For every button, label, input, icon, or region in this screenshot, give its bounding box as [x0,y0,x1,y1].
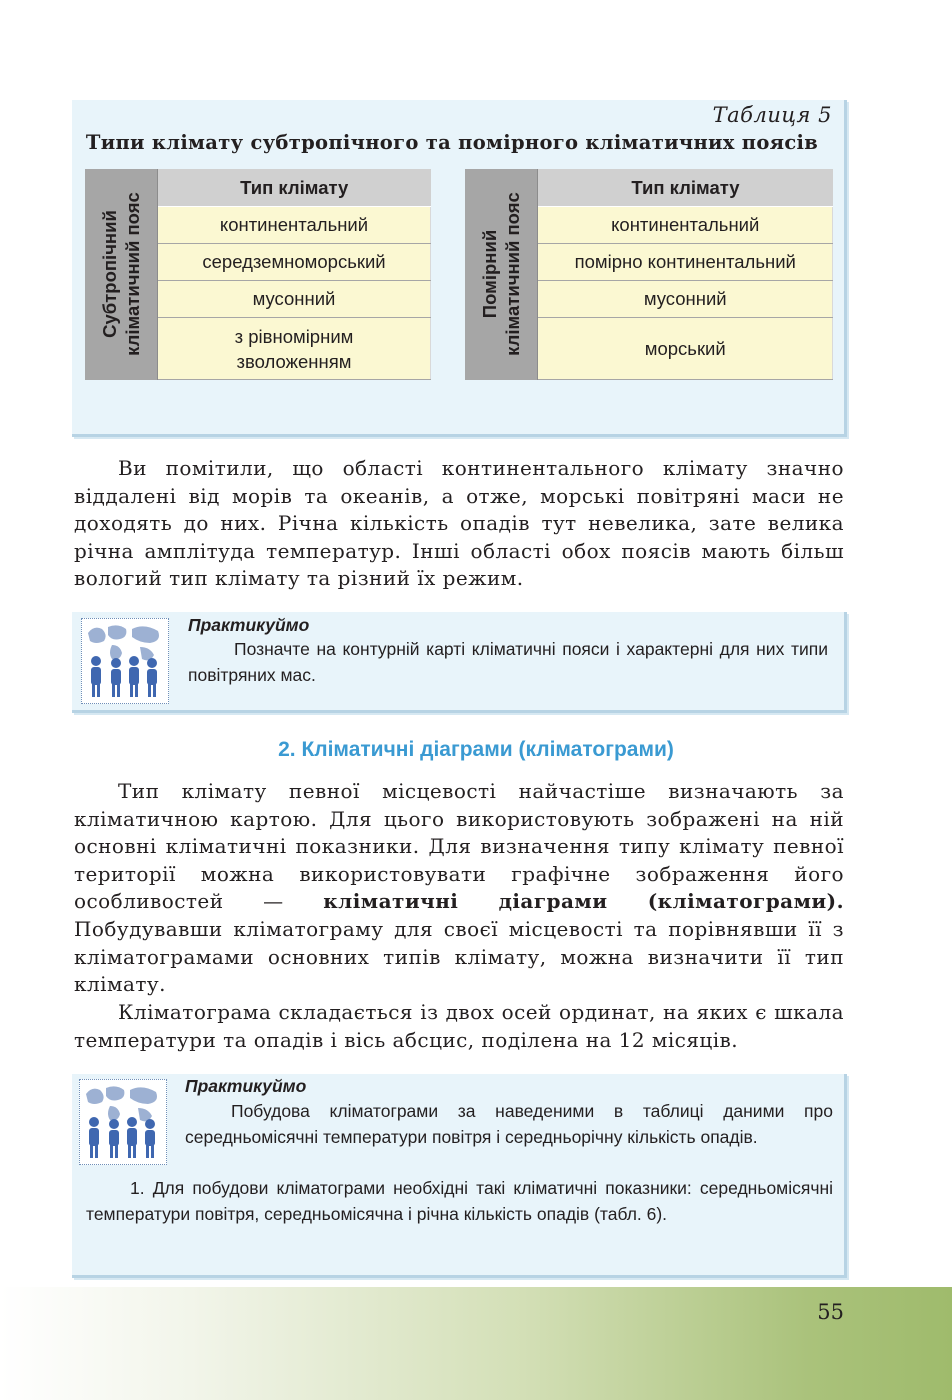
paragraph-2 [74,778,844,999]
belt-label-cell [85,169,158,380]
table-number: Таблиця 5 [712,103,832,127]
practice-text-content: 1. Для побудови кліматограми необхідні такі кліматичні показники: середньомісячні температури повітря, середньомісячна і річна кількість опадів (табл. 6). [86,1178,833,1224]
world-map-people-icon [81,618,169,704]
practice-title: Практикуймо [188,615,310,635]
belt-label: Субтропічний кліматичний пояс [99,192,143,357]
practice-text [185,1099,833,1150]
cell-text: з рівномірним зволоженням [234,325,354,372]
belt-label-cell [465,169,538,380]
table-cell: середземноморський [158,244,431,281]
practice-text-content: Позначте на контурній карті кліматичні пояси і характерні для них типи повітряних мас. [188,639,828,685]
table-cell: континентальний [538,207,833,244]
practice-box-2 [72,1074,847,1278]
paragraph-text: Побудувавши кліматограму для своєї місцевості та порівнявши її з кліматограмами основних типів клімату, можна визначити її тип клімату. [74,916,844,997]
temperate-table [465,169,833,380]
paragraph-3 [74,999,844,1054]
table-cell: континентальний [158,207,431,244]
subtropical-table [85,169,431,380]
table-cell: мусонний [538,281,833,318]
practice-text [86,1176,833,1227]
column-header: Тип клімату [158,169,431,207]
table-cell [158,318,431,380]
paragraph-text: Тип клімату певної місцевості найчастіше визначають за кліматичною картою. Для цього використовують зображені на ній основні кліматичні показники. Для визначення типу клімату певної території можна використовувати графічне зображення його особливостей — [74,779,844,914]
belt-label: Помірний кліматичний пояс [479,192,523,357]
table-title: Типи клімату субтропічного та помірного кліматичних поясів [85,131,819,154]
paragraph-text: Ви помітили, що області континентального клімату значно віддалені від морів та океанів, а отже, морські повітряні маси не доходять до них. Річна кількість опадів тут невелика, зате велика річна амплітуда температур. Інші області обох поясів мають більш вологий тип клімату та різний їх режим. [74,456,844,591]
footer-band [0,1287,952,1400]
paragraph-1 [74,455,844,593]
table-cell: мусонний [158,281,431,318]
table-cell: помірно континентальний [538,244,833,281]
practice-text [188,637,828,688]
bold-term: кліматичні діаграми (кліматограми). [323,889,845,914]
table-cell: морський [538,318,833,380]
practice-box-1 [72,612,847,713]
practice-title: Практикуймо [185,1076,307,1096]
table-box [72,100,847,437]
column-header: Тип клімату [538,169,833,207]
practice-text-content: Побудова кліматограми за наведеними в таблиці даними про середньомісячні температури повітря і середньорічну кількість опадів. [185,1101,833,1147]
page-number: 55 [817,1300,844,1324]
paragraph-text: Кліматограма складається із двох осей ординат, на яких є шкала температури та опадів і вісь абсцис, поділена на 12 місяців. [74,1000,844,1052]
section-heading: 2. Кліматичні діаграми (кліматограми) [278,738,674,761]
world-map-people-icon [79,1079,167,1165]
